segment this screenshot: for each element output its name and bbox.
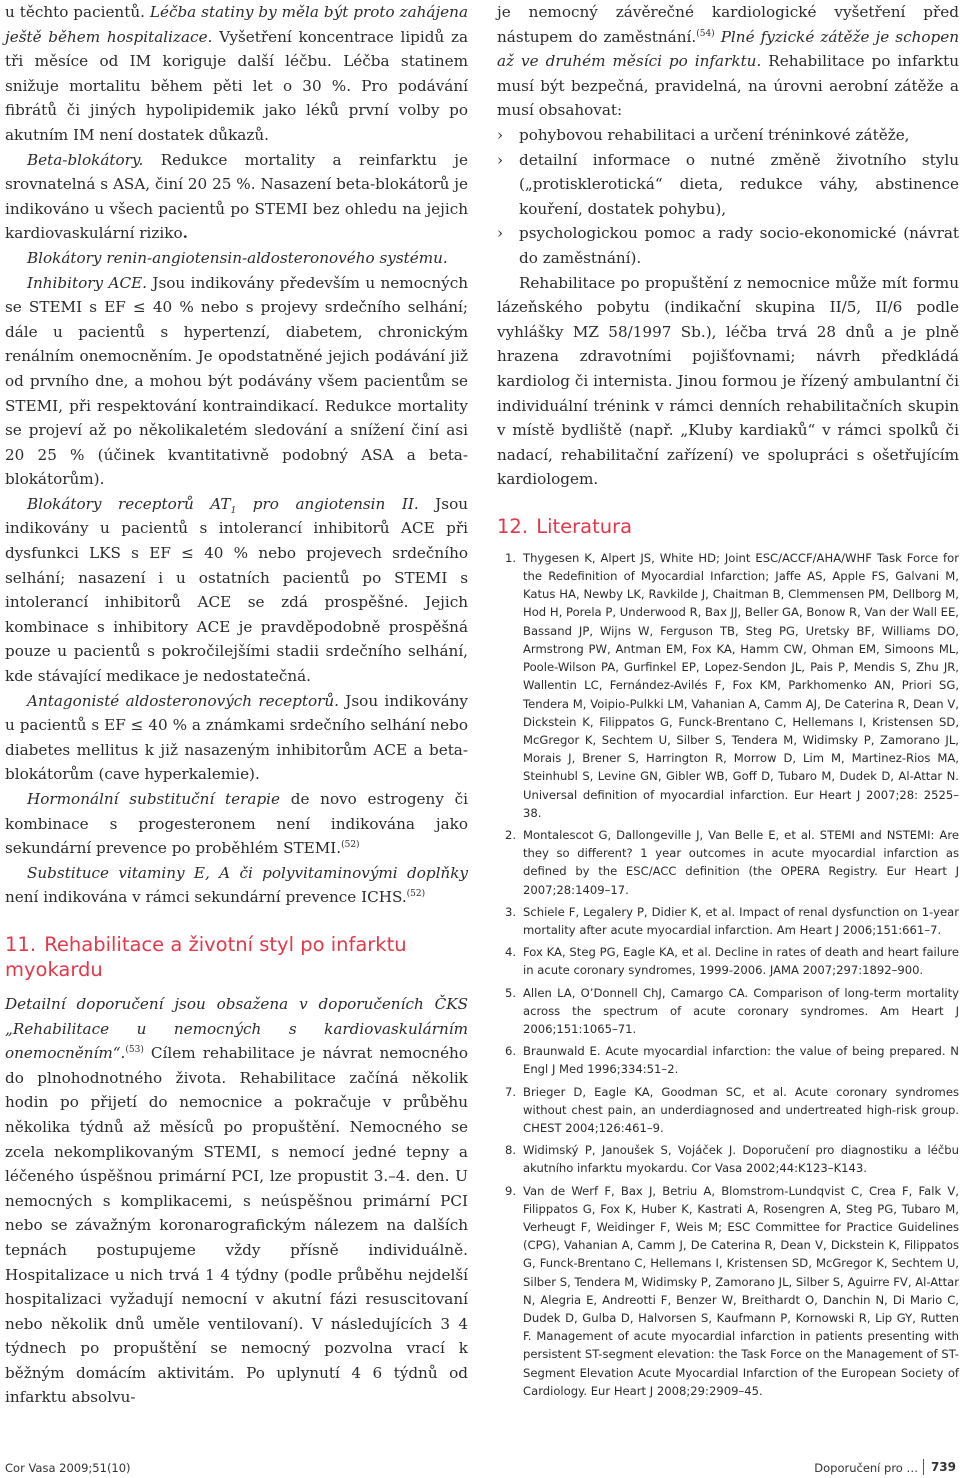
reference-text: Brieger D, Eagle KA, Goodman SC, et al. Acute coronary syndromes without chest pain, an underdiagnosed and undertreated high-risk group. CHEST 2004;126:461–9. <box>523 1084 959 1135</box>
reference-number: 7. <box>505 1084 517 1099</box>
reference-text: Van de Werf F, Bax J, Betriu A, Blomstrom-Lundqvist C, Crea F, Falk V, Filippatos G, Fox K, Huber K, Kastrati A, Rosengren A, Steg PG, Tubaro M, Verheugt F, Weidinger F, Weis M; ESC Committee for Practice Guidelines (CPG), Vahanian A, Camm J, De Caterina R, Dean V, Dickstein K, Filippatos G, Funck-Brentano C, Hellemans I, Kristensen SD, McGregor K, Sechtem U, Silber S, Tendera M, Widimsky P, Zamorano JL, Silber S, Aguirre FV, Al-Attar N, Alegria E, Andreotti F, Benzer W, Breithardt O, Danchin N, Di Mario C, Dudek D, Gulba D, Halvorsen S, Kaufmann P, Kornowski R, Lip GY, Rutten F. Management of acute myocardial infarction in patients presenting with persistent ST-segment elevation: the Task Force on the Management of ST-Segment Elevation Acute Myocardial Infarction of the European Society of Cardiology. Eur Heart J 2008;29:2909–45. <box>523 1183 959 1398</box>
bullet-marker-icon: › <box>497 150 504 169</box>
page-footer <box>0 1459 960 1478</box>
text-run: Rehabilitace po infarktu musí být bezpečná, pravidelná, na úrovni aerobní zátěže a musí obsahovat: <box>497 52 959 120</box>
subscript: 1 <box>230 505 237 516</box>
ace-inhibitors-paragraph <box>5 271 468 492</box>
reference-item <box>497 826 959 899</box>
text-run: de novo estrogeny či kombinace s progesteronem není indikována jako sekundární prevence po proběhlém STEMI. <box>5 790 468 858</box>
footer-divider <box>923 1459 924 1475</box>
text-run: . <box>182 224 188 243</box>
aldosterone-paragraph <box>5 689 468 787</box>
reference-text: Fox KA, Steg PG, Eagle KA, et al. Decline in rates of death and heart failure in acute coronary syndromes, 1999-2006. JAMA 2007;297:1892–900. <box>523 945 959 978</box>
paragraph-title: Antagonisté aldosteronových receptorů. <box>27 691 339 710</box>
text-run: Cílem rehabilitace je návrat nemocného do plnohodnotného života. Rehabilitace začíná několik hodin po přijetí do nemocnice a pokračuje v průběhu několika týdnů až měsíců po propuštění. Nemocného se zcela nekomplikovaným STEMI, s nemocí jedné tepny a léčeného úspěšnou primární PCI, lze propustit 3.–4. den. U nemocných s komplikacemi, s neúspěšnou primární PCI nebo se závažným koronarografickým nálezem na dalších tepnách postupujeme vždy přísně individuálně. Hospitalizace u nich trvá 1 4 týdny (podle průběhu nejdelší hospitalizaci vyžadují nemocní v akutní fázi resuscitovaní nebo několik dnů uměle ventilovaní). V následujících 3 4 týdnech po propuštění se nemocný pozvolna vrací k běžným domácím aktivitám. Po uplynutí 4 6 týdnů od infarktu absolvu- <box>5 1044 468 1407</box>
text-run: Jsou indikovány především u nemocných se STEMI s EF ≤ 40 % nebo s projevy srdečního selhání; dále u pacientů s hypertenzí, diabetem, chronickým renálním onemocněním. Je opodstatněné jejich podávání již od prvního dne, a mohou být podávány všem pacientům se STEMI, při respektování kontraindikací. Redukce mortality se projeví až po několikaletém sledování a snížení činí asi 20 25 % (účinek kvantitativně podobný ASA a beta-blokátorům). <box>5 273 468 489</box>
text-run-italic: Plné fyzické zátěže je schopen až ve druhém měsíci po infarktu. <box>497 27 959 71</box>
bullet-marker-icon: › <box>497 224 504 243</box>
reference-number: 5. <box>505 985 517 1000</box>
text-run: je nemocný závěrečné kardiologické vyšetření před nástupem do zaměstnání. <box>497 3 959 46</box>
reference-item <box>497 1083 959 1138</box>
at1-blockers-paragraph <box>5 492 468 689</box>
reference-text: Schiele F, Legalery P, Didier K, et al. Impact of renal dysfunction on 1-year mortality after acute myocardial infarction. Am Heart J 2006;151:661–7. <box>523 904 959 937</box>
text-run: u těchto pacientů. <box>5 3 150 21</box>
paragraph-title: Hormonální substituční terapie <box>27 790 281 808</box>
reference-number: 8. <box>505 1143 517 1158</box>
list-item-text: psychologickou pomoc a rady socio-ekonomické (návrat do zaměstnání). <box>519 224 959 267</box>
reference-number: 6. <box>505 1044 517 1059</box>
page-number: 739 <box>930 1460 956 1474</box>
list-item-text: pohybovou rehabilitaci a určení tréninkové zátěže, <box>519 125 910 144</box>
section-12-heading <box>497 514 959 539</box>
raas-heading <box>5 246 468 271</box>
reference-number: 3. <box>505 904 517 919</box>
citation-ref: (52) <box>406 889 426 900</box>
right-column <box>497 0 959 1404</box>
reference-text: Thygesen K, Alpert JS, White HD; Joint ESC/ACCF/AHA/WHF Task Force for the Redefinition of Myocardial Infarction; Jaffe AS, Apple FS, Galvani M, Katus HA, Newby LK, Ravkilde J, Chaitman B, Clemmensen PM, Dellborg M, Hod H, Porela P, Underwood R, Bax JJ, Beller GA, Bonow R, Van der Wall EE, Bassand JP, Wijns W, Ferguson TB, Steg PG, Uretsky BF, Williams DO, Armstrong PW, Antman EM, Fox KA, Hamm CW, Ohman EM, Simoons ML, Poole-Wilson PA, Gurfinkel EP, Lopez-Sendon JL, Pais P, Mendis S, Zhu JR, Wallentin LC, Fernández-Avilés F, Fox KM, Parkhomenko AN, Priori SG, Tendera M, Voipio-Pulkki LM, Vahanian A, Camm AJ, De Caterina R, Dean V, Dickstein K, Filippatos G, Funck-Brentano C, Hellemans I, Kristensen SD, McGregor K, Sechtem U, Silber S, Tendera M, Widimsky P, Zamorano JL, Morais J, Brener S, Harrington R, Morrow D, Lim M, Martinez-Rios MA, Steinhubl S, Levine GN, Gibler WB, Goff D, Tubaro M, Dudek D, Al-Attar N. Universal definition of myocardial infarction. Eur Heart J 2007;28: 2525–38. <box>523 550 959 820</box>
section-label: Doporučení pro … <box>814 1461 918 1475</box>
journal-citation: Cor Vasa 2009;51(10) <box>5 1461 131 1475</box>
section-number: 12. <box>497 514 529 538</box>
section-title: Literatura <box>536 514 633 538</box>
paragraph-title: Inhibitory ACE. <box>27 273 147 292</box>
statins-paragraph <box>5 0 468 148</box>
citation-ref: (52) <box>341 840 360 851</box>
paragraph-title: Substituce vitaminy E, A či polyvitaminovými doplňky <box>27 863 468 882</box>
text-run-italic: Detailní doporučení jsou obsažena v doporučeních ČKS „Rehabilitace u nemocných s kardiovaskulárním onemocněním“. <box>5 994 468 1063</box>
reference-number: 9. <box>505 1183 517 1198</box>
paragraph-title: Blokátory receptorů AT <box>27 494 231 513</box>
section-11-heading <box>5 932 468 982</box>
list-item-text: detailní informace o nutné změně životního stylu („protisklerotická“ dieta, redukce váhy, abstinence kouření, dostatek pohybu), <box>519 150 959 218</box>
text-run: Vyšetření koncentrace lipidů za tři měsíce od IM koriguje další léčbu. Léčba statinem snižuje mortalitu během pěti let o 30 %. Pro podávání fibrátů či jiných hypolipidemik jako léků první volby po akutním IM není dostatek důkazů. <box>5 27 469 144</box>
left-column <box>5 0 468 1410</box>
rehab-bullet-list <box>497 123 959 271</box>
text-run: Jsou indikovány u pacientů s EF ≤ 40 % a známkami srdečního selhání nebo diabetes mellitus k již nasazeným inhibitorům ACE a beta-blokátorům (cave hyperkalemie). <box>5 691 468 784</box>
rehab-paragraph <box>5 992 468 1410</box>
paragraph-title: Blokátory renin-angiotensin-aldosteronového systému. <box>27 248 448 267</box>
beta-blockers-paragraph <box>5 148 468 246</box>
reference-item <box>497 903 959 939</box>
text-run: Jsou indikovány u pacientů s intolerancí inhibitorů ACE při dysfunkci LKS s EF ≤ 40 % nebo projevech srdečního selhání; nasazení i u ostatních pacientů po STEMI s intolerancí inhibitorů ACE se zdá prospěšné. Jejich kombinace s inhibitory ACE je pravděpodobně prospěšná pouze u pacientů s pokročilejšími stadii srdečního selhání, kde stávající medikace je nedostatečná. <box>5 494 468 686</box>
reference-item <box>497 1042 959 1078</box>
reference-text: Montalescot G, Dallongeville J, Van Belle E, et al. STEMI and NSTEMI: Are they so different? 1 year outcomes in acute myocardial infarction as defined by the ESC/ACC definition (the OPERA Registry. Eur Heart J 2007;28:1409–17. <box>523 827 959 897</box>
list-item <box>497 123 959 148</box>
section-number: 11. <box>5 932 37 956</box>
reference-item <box>497 984 959 1039</box>
paragraph-title: Beta-blokátory. <box>27 150 144 169</box>
rehab-spa-paragraph: Rehabilitace po propuštění z nemocnice může mít formu lázeňského pobytu (indikační skupina II/5, II/6 podle vyhlášky MZ 58/1997 Sb.), léčba trvá 28 dnů a je plně hrazena zdravotními pojišťovnami; návrh předkládá kardiolog či internista. Jinou formou je řízený ambulantní či individuální trénink v rámci denních rehabilitačních skupin v místě bydliště (např. „Kluby kardiaků“ v rámci spolků či nadací, rehabilitační zařízení) ve spolupráci s ošetřujícím kardiologem. <box>497 273 959 489</box>
list-item <box>497 148 959 222</box>
text-run-italic: Léčba statiny by měla být proto zahájena ještě během hospitalizace. <box>5 3 468 46</box>
reference-item <box>497 1141 959 1177</box>
section-title: Rehabilitace a životní styl po infarktu myokardu <box>5 932 407 981</box>
hormonal-paragraph <box>5 787 468 861</box>
reference-text: Widimský P, Janoušek S, Vojáček J. Doporučení pro diagnostiku a léčbu akutního infarktu myokardu. Cor Vasa 2002;44:K123–K143. <box>523 1143 959 1176</box>
reference-item <box>497 1182 959 1400</box>
bullet-marker-icon: › <box>497 125 504 144</box>
reference-text: Braunwald E. Acute myocardial infarction: the value of being prepared. N Engl J Med 1996;334:51–2. <box>523 1044 959 1077</box>
text-run: není indikována v rámci sekundární prevence ICHS. <box>5 888 407 907</box>
reference-number: 4. <box>505 945 517 960</box>
paragraph-title: pro angiotensin II. <box>236 494 419 513</box>
list-item <box>497 221 959 270</box>
reference-text: Allen LA, O’Donnell ChJ, Camargo CA. Comparison of long-term mortality across the spectrum of acute coronary syndromes. Am Heart J 2006;151:1065–71. <box>523 985 959 1036</box>
text-run: Redukce mortality a reinfarktu je srovnatelná s ASA, činí 20 25 %. Nasazení beta-blokátorů je indikováno u všech pacientů po STEMI bez ohledu na jejich kardiovaskulární riziko <box>5 150 468 243</box>
vitamins-paragraph <box>5 861 468 910</box>
reference-list <box>497 549 959 1400</box>
reference-number: 2. <box>505 827 517 842</box>
reference-number: 1. <box>505 550 517 565</box>
citation-ref: (53) <box>125 1045 144 1056</box>
rehab-continuation-paragraph <box>497 0 959 123</box>
citation-ref: (54) <box>696 28 715 39</box>
reference-item <box>497 549 959 822</box>
reference-item <box>497 943 959 979</box>
